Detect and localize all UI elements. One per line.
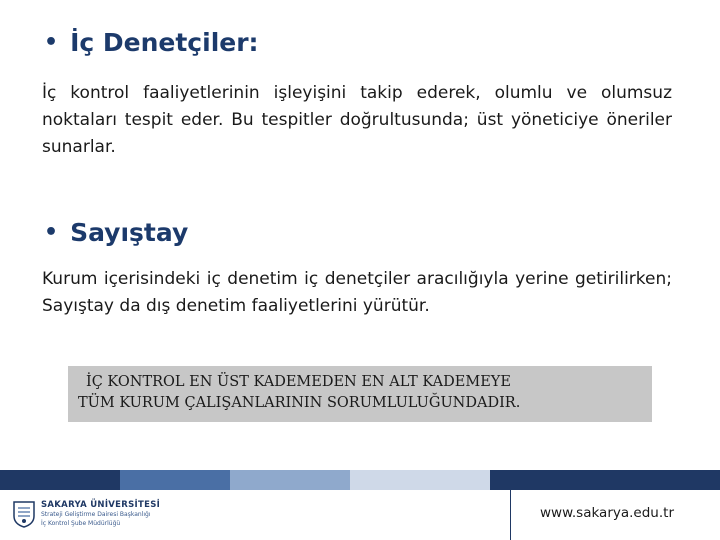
heading-ic-denetciler xyxy=(44,28,259,57)
university-emblem-icon xyxy=(12,500,36,528)
logo-subtitle-1: Strateji Geliştirme Dairesi Başkanlığı xyxy=(41,510,151,518)
university-logo xyxy=(12,500,160,528)
logo-title: SAKARYA ÜNİVERSİTESİ xyxy=(41,499,161,510)
callout-line-2: TÜM KURUM ÇALIŞANLARININ SORUMLULUĞUNDADIR. xyxy=(78,395,521,411)
band-segment xyxy=(230,470,350,490)
callout-line-1: İÇ KONTROL EN ÜST KADEMEDEN EN ALT KADEMEYE xyxy=(86,374,511,390)
website-url[interactable]: www.sakarya.edu.tr xyxy=(539,505,674,521)
heading-ic-denetciler-text: İç Denetçiler: xyxy=(70,28,259,57)
logo-subtitle-2: İç Kontrol Şube Müdürlüğü xyxy=(41,519,121,527)
paragraph-ic-denetciler: İç kontrol faaliyetlerinin işleyişini takip ederek, olumlu ve olumsuz noktaları tespit eder. Bu tespitler doğrultusunda; üst yöneticiye öneriler sunarlar. xyxy=(42,83,672,157)
bullet-icon: • xyxy=(44,220,59,245)
band-segment xyxy=(490,470,720,490)
paragraph-sayistay: Kurum içerisindeki iç denetim iç denetçiler aracılığıyla yerine getirilirken; Sayıştay da dış denetim faaliyetlerini yürütür. xyxy=(42,269,672,316)
heading-sayistay-text: Sayıştay xyxy=(70,218,189,247)
band-segment xyxy=(120,470,230,490)
band-segment xyxy=(0,470,120,490)
callout-box xyxy=(68,366,652,422)
band-segment xyxy=(350,470,490,490)
bullet-icon: • xyxy=(44,30,59,55)
heading-sayistay xyxy=(44,218,188,247)
footer-color-band xyxy=(0,470,720,490)
